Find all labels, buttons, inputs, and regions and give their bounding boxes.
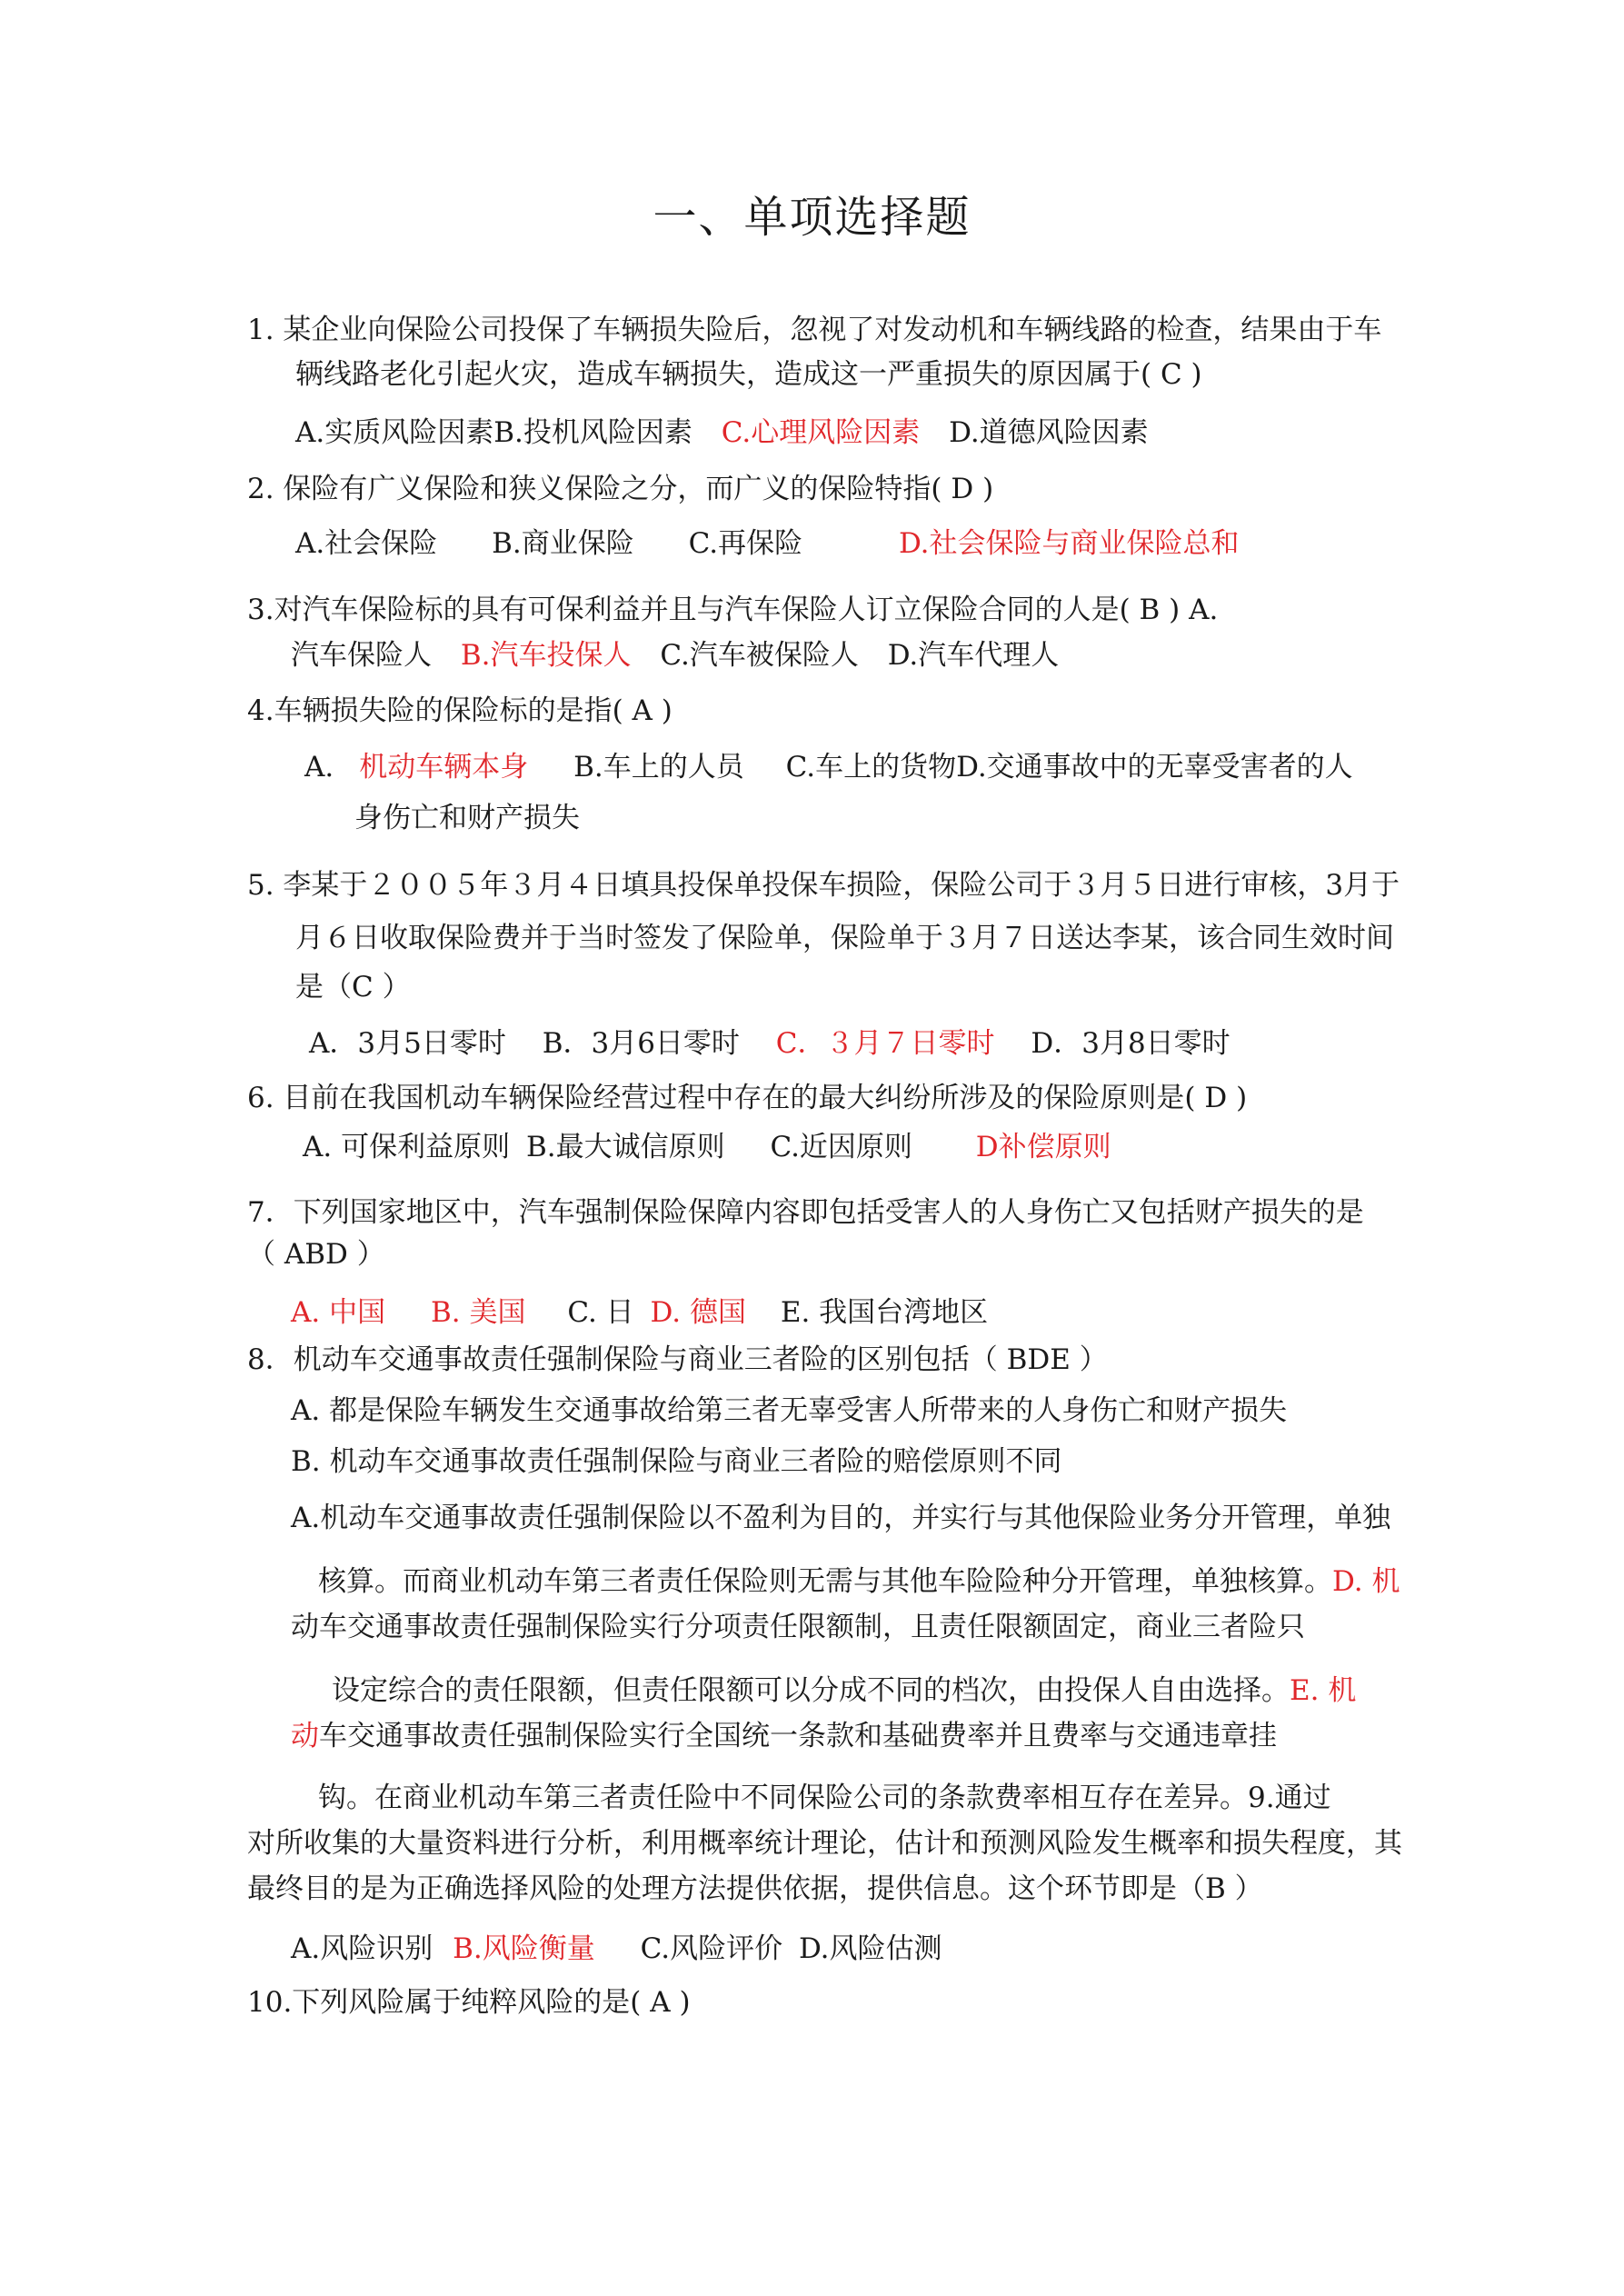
q3-option-b-answer: B.汽车投保人 bbox=[460, 639, 632, 672]
q8-option-c-line2-text: 核算。而商业机动车第三者责任保险则无需与其他车险险种分开管理，单独核算。 bbox=[318, 1565, 1332, 1598]
q8-option-e-line3: 钩。在商业机动车第三者责任险中不同保险公司的条款费率相互存在差异。9.通过 bbox=[318, 1782, 1331, 1814]
q6-options bbox=[303, 1129, 1111, 1165]
q4-option-a-answer: 机动车辆本身 bbox=[359, 751, 529, 784]
q7-stem-line2: （ ABD ） bbox=[247, 1238, 385, 1271]
q4-option-d: D.交通事故中的无辜受害者的人 bbox=[956, 751, 1353, 784]
q9-options bbox=[291, 1931, 942, 1967]
q3-stem: 3.对汽车保险标的具有可保利益并且与汽车保险人订立保险合同的人是( B ) A. bbox=[247, 594, 1219, 626]
q2-option-a: A.社会保险 bbox=[295, 527, 438, 560]
q8-option-c-line1: A.机动车交通事故责任强制保险以不盈利为目的，并实行与其他保险业务分开管理，单独 bbox=[291, 1502, 1391, 1534]
q7-stem-line1: 7．下列国家地区中，汽车强制保险保障内容即包括受害人的人身伤亡又包括财产损失的是 bbox=[247, 1196, 1364, 1229]
q3-option-d: D.汽车代理人 bbox=[887, 639, 1060, 672]
page-title: 一、单项选择题 bbox=[653, 192, 971, 243]
q9-option-d: D.风险估测 bbox=[798, 1932, 942, 1965]
q1-options bbox=[295, 414, 1149, 451]
q6-stem: 6. 目前在我国机动车辆保险经营过程中存在的最大纠纷所涉及的保险原则是( D ) bbox=[247, 1082, 1248, 1114]
q8-option-d-start: D. 机 bbox=[1332, 1565, 1400, 1598]
q9-option-a: A.风险识别 bbox=[291, 1932, 433, 1965]
q1-option-c-answer: C.心理风险因素 bbox=[721, 416, 921, 449]
q1-option-b: B.投机风险因素 bbox=[493, 416, 692, 449]
q6-option-b: B.最大诚信原则 bbox=[525, 1131, 725, 1163]
q1-option-a: A.实质风险因素 bbox=[295, 416, 494, 449]
q2-option-c: C.再保险 bbox=[688, 527, 803, 560]
q9-option-b-answer: B.风险衡量 bbox=[453, 1932, 595, 1965]
q4-option-b: B.车上的人员 bbox=[573, 751, 744, 784]
q8-option-a: A. 都是保险车辆发生交通事故给第三者无辜受害人所带来的人身伤亡和财产损失 bbox=[291, 1394, 1288, 1427]
q7-options bbox=[291, 1294, 988, 1331]
q8-option-e-start: E. 机 bbox=[1290, 1674, 1357, 1707]
q5-options bbox=[309, 1025, 1230, 1062]
q2-options bbox=[295, 525, 1240, 562]
q1-stem-line1: 1. 某企业向保险公司投保了车辆损失险后，忽视了对发动机和车辆线路的检查，结果由于车 bbox=[247, 314, 1382, 346]
q6-option-a: A. 可保利益原则 bbox=[303, 1131, 511, 1163]
q8-option-c-line2 bbox=[318, 1563, 1400, 1600]
q2-stem: 2. 保险有广义保险和狭义保险之分，而广义的保险特指( D ) bbox=[247, 473, 994, 505]
q7-option-c: C. 日 bbox=[567, 1296, 634, 1329]
q5-stem-line3: 是（C ） bbox=[295, 971, 411, 1003]
q8-option-b: B. 机动车交通事故责任强制保险与商业三者险的赔偿原则不同 bbox=[291, 1445, 1062, 1478]
q9-option-c: C.风险评价 bbox=[640, 1932, 783, 1965]
q7-option-e: E. 我国台湾地区 bbox=[780, 1296, 989, 1329]
q5-option-a: A．3月5日零时 bbox=[309, 1027, 506, 1060]
q8-option-e-line2 bbox=[291, 1718, 1277, 1754]
q10-stem: 10.下列风险属于纯粹风险的是( A ) bbox=[247, 1986, 691, 2019]
q6-option-d-answer: D补偿原则 bbox=[975, 1131, 1111, 1163]
q4-options bbox=[304, 749, 1353, 785]
q8-option-d-line2: 动车交通事故责任强制保险实行分项责任限额制，且责任限额固定，商业三者险只 bbox=[291, 1611, 1305, 1643]
q5-option-c-answer: C．３月７日零时 bbox=[775, 1027, 995, 1060]
q5-stem-line2: 月６日收取保险费并于当时签发了保险单，保险单于３月７日送达李某，该合同生效时间 bbox=[295, 922, 1394, 954]
q2-option-b: B.商业保险 bbox=[492, 527, 634, 560]
q3-option-a: 汽车保险人 bbox=[291, 639, 432, 672]
q3-options bbox=[291, 637, 1059, 674]
q5-option-d: D．3月8日零时 bbox=[1031, 1027, 1230, 1060]
q7-option-b-answer: B. 美国 bbox=[430, 1296, 526, 1329]
q4-option-d-continued: 身伤亡和财产损失 bbox=[354, 802, 580, 834]
q9-stem-line3: 最终目的是为正确选择风险的处理方法提供依据，提供信息。这个环节即是（B ） bbox=[247, 1872, 1263, 1905]
q5-stem-line1: 5. 李某于２００５年３月４日填具投保单投保车损险，保险公司于３月５日进行审核，3月于 bbox=[247, 869, 1400, 902]
q4-stem: 4.车辆损失险的保险标的是指( A ) bbox=[247, 694, 673, 727]
q4-option-a-label: A. bbox=[304, 751, 334, 784]
q8-option-d-line3-text: 设定综合的责任限额，但责任限额可以分成不同的档次，由投保人自由选择。 bbox=[332, 1674, 1290, 1707]
q1-option-d: D.道德风险因素 bbox=[949, 416, 1149, 449]
q6-option-c: C.近因原则 bbox=[770, 1131, 912, 1163]
q8-stem: 8．机动车交通事故责任强制保险与商业三者险的区别包括（ BDE ） bbox=[247, 1343, 1108, 1376]
q2-option-d-answer: D.社会保险与商业保险总和 bbox=[898, 527, 1240, 560]
q7-option-a-answer: A. 中国 bbox=[291, 1296, 386, 1329]
q1-stem-line2: 辆线路老化引起火灾，造成车辆损失，造成这一严重损失的原因属于( C ) bbox=[295, 358, 1202, 391]
q3-option-c: C.汽车被保险人 bbox=[660, 639, 859, 672]
q8-option-e-line2-text: 车交通事故责任强制保险实行全国统一条款和基础费率并且费率与交通违章挂 bbox=[319, 1720, 1277, 1752]
q8-option-d-line3 bbox=[332, 1672, 1356, 1709]
q8-option-e-line2-red: 动 bbox=[291, 1720, 319, 1752]
q9-stem-line2: 对所收集的大量资料进行分析，利用概率统计理论，估计和预测风险发生概率和损失程度，其 bbox=[247, 1827, 1402, 1860]
q5-option-b: B．3月6日零时 bbox=[542, 1027, 740, 1060]
q4-option-c: C.车上的货物 bbox=[785, 751, 957, 784]
q7-option-d-answer: D. 德国 bbox=[650, 1296, 746, 1329]
